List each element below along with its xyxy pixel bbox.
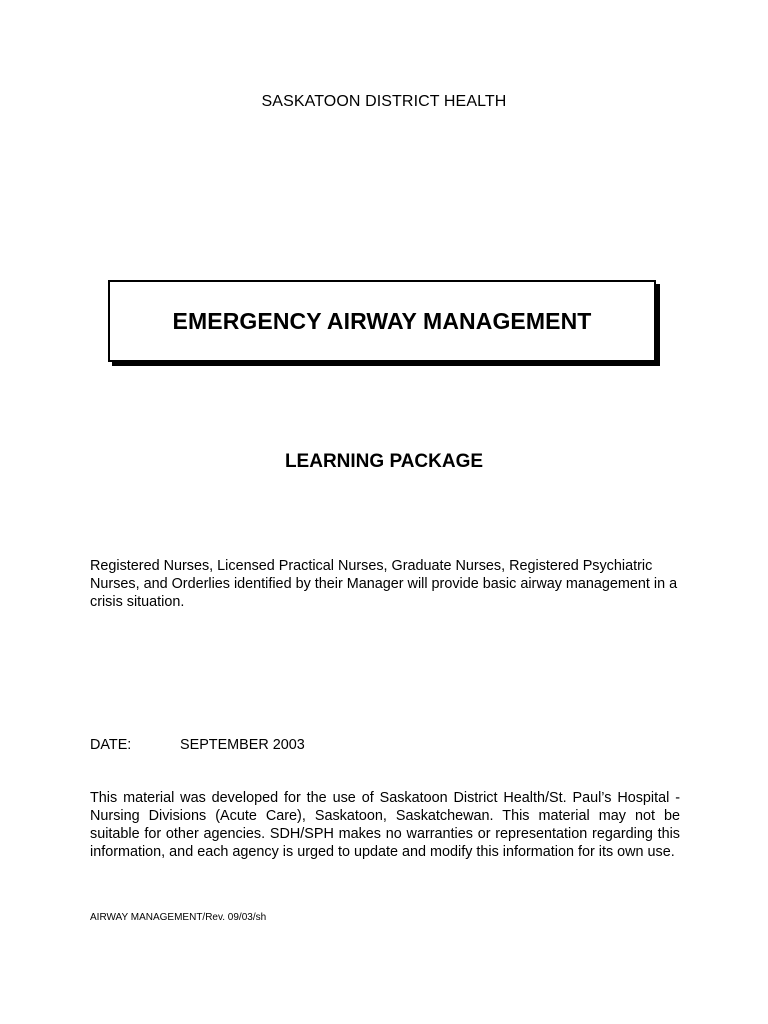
title-box: [108, 280, 656, 362]
date-row: [90, 736, 305, 754]
document-subtitle: LEARNING PACKAGE: [284, 451, 484, 472]
date-value: SEPTEMBER 2003: [180, 737, 305, 753]
footer-revision: AIRWAY MANAGEMENT/Rev. 09/03/sh: [90, 912, 267, 923]
date-label: DATE:: [90, 737, 132, 753]
document-title: EMERGENCY AIRWAY MANAGEMENT: [172, 307, 592, 334]
organization-name: SASKATOON DISTRICT HEALTH: [261, 93, 507, 110]
intro-paragraph: Registered Nurses, Licensed Practical Nurses, Graduate Nurses, Registered Psychiatric Nurses, and Orderlies identified by their Manager will provide basic airway management in a crisis situation.: [90, 558, 678, 610]
disclaimer-paragraph: This material was developed for the use of Saskatoon District Health/St. Paul’s Hospital - Nursing Divisions (Acute Care), Saskatoon, Saskatchewan. This material may not be suitable for other agencies. SDH/SPH makes no warranties or representation regarding this information, and each agency is urged to update and modify this information for its own use.: [90, 790, 680, 860]
